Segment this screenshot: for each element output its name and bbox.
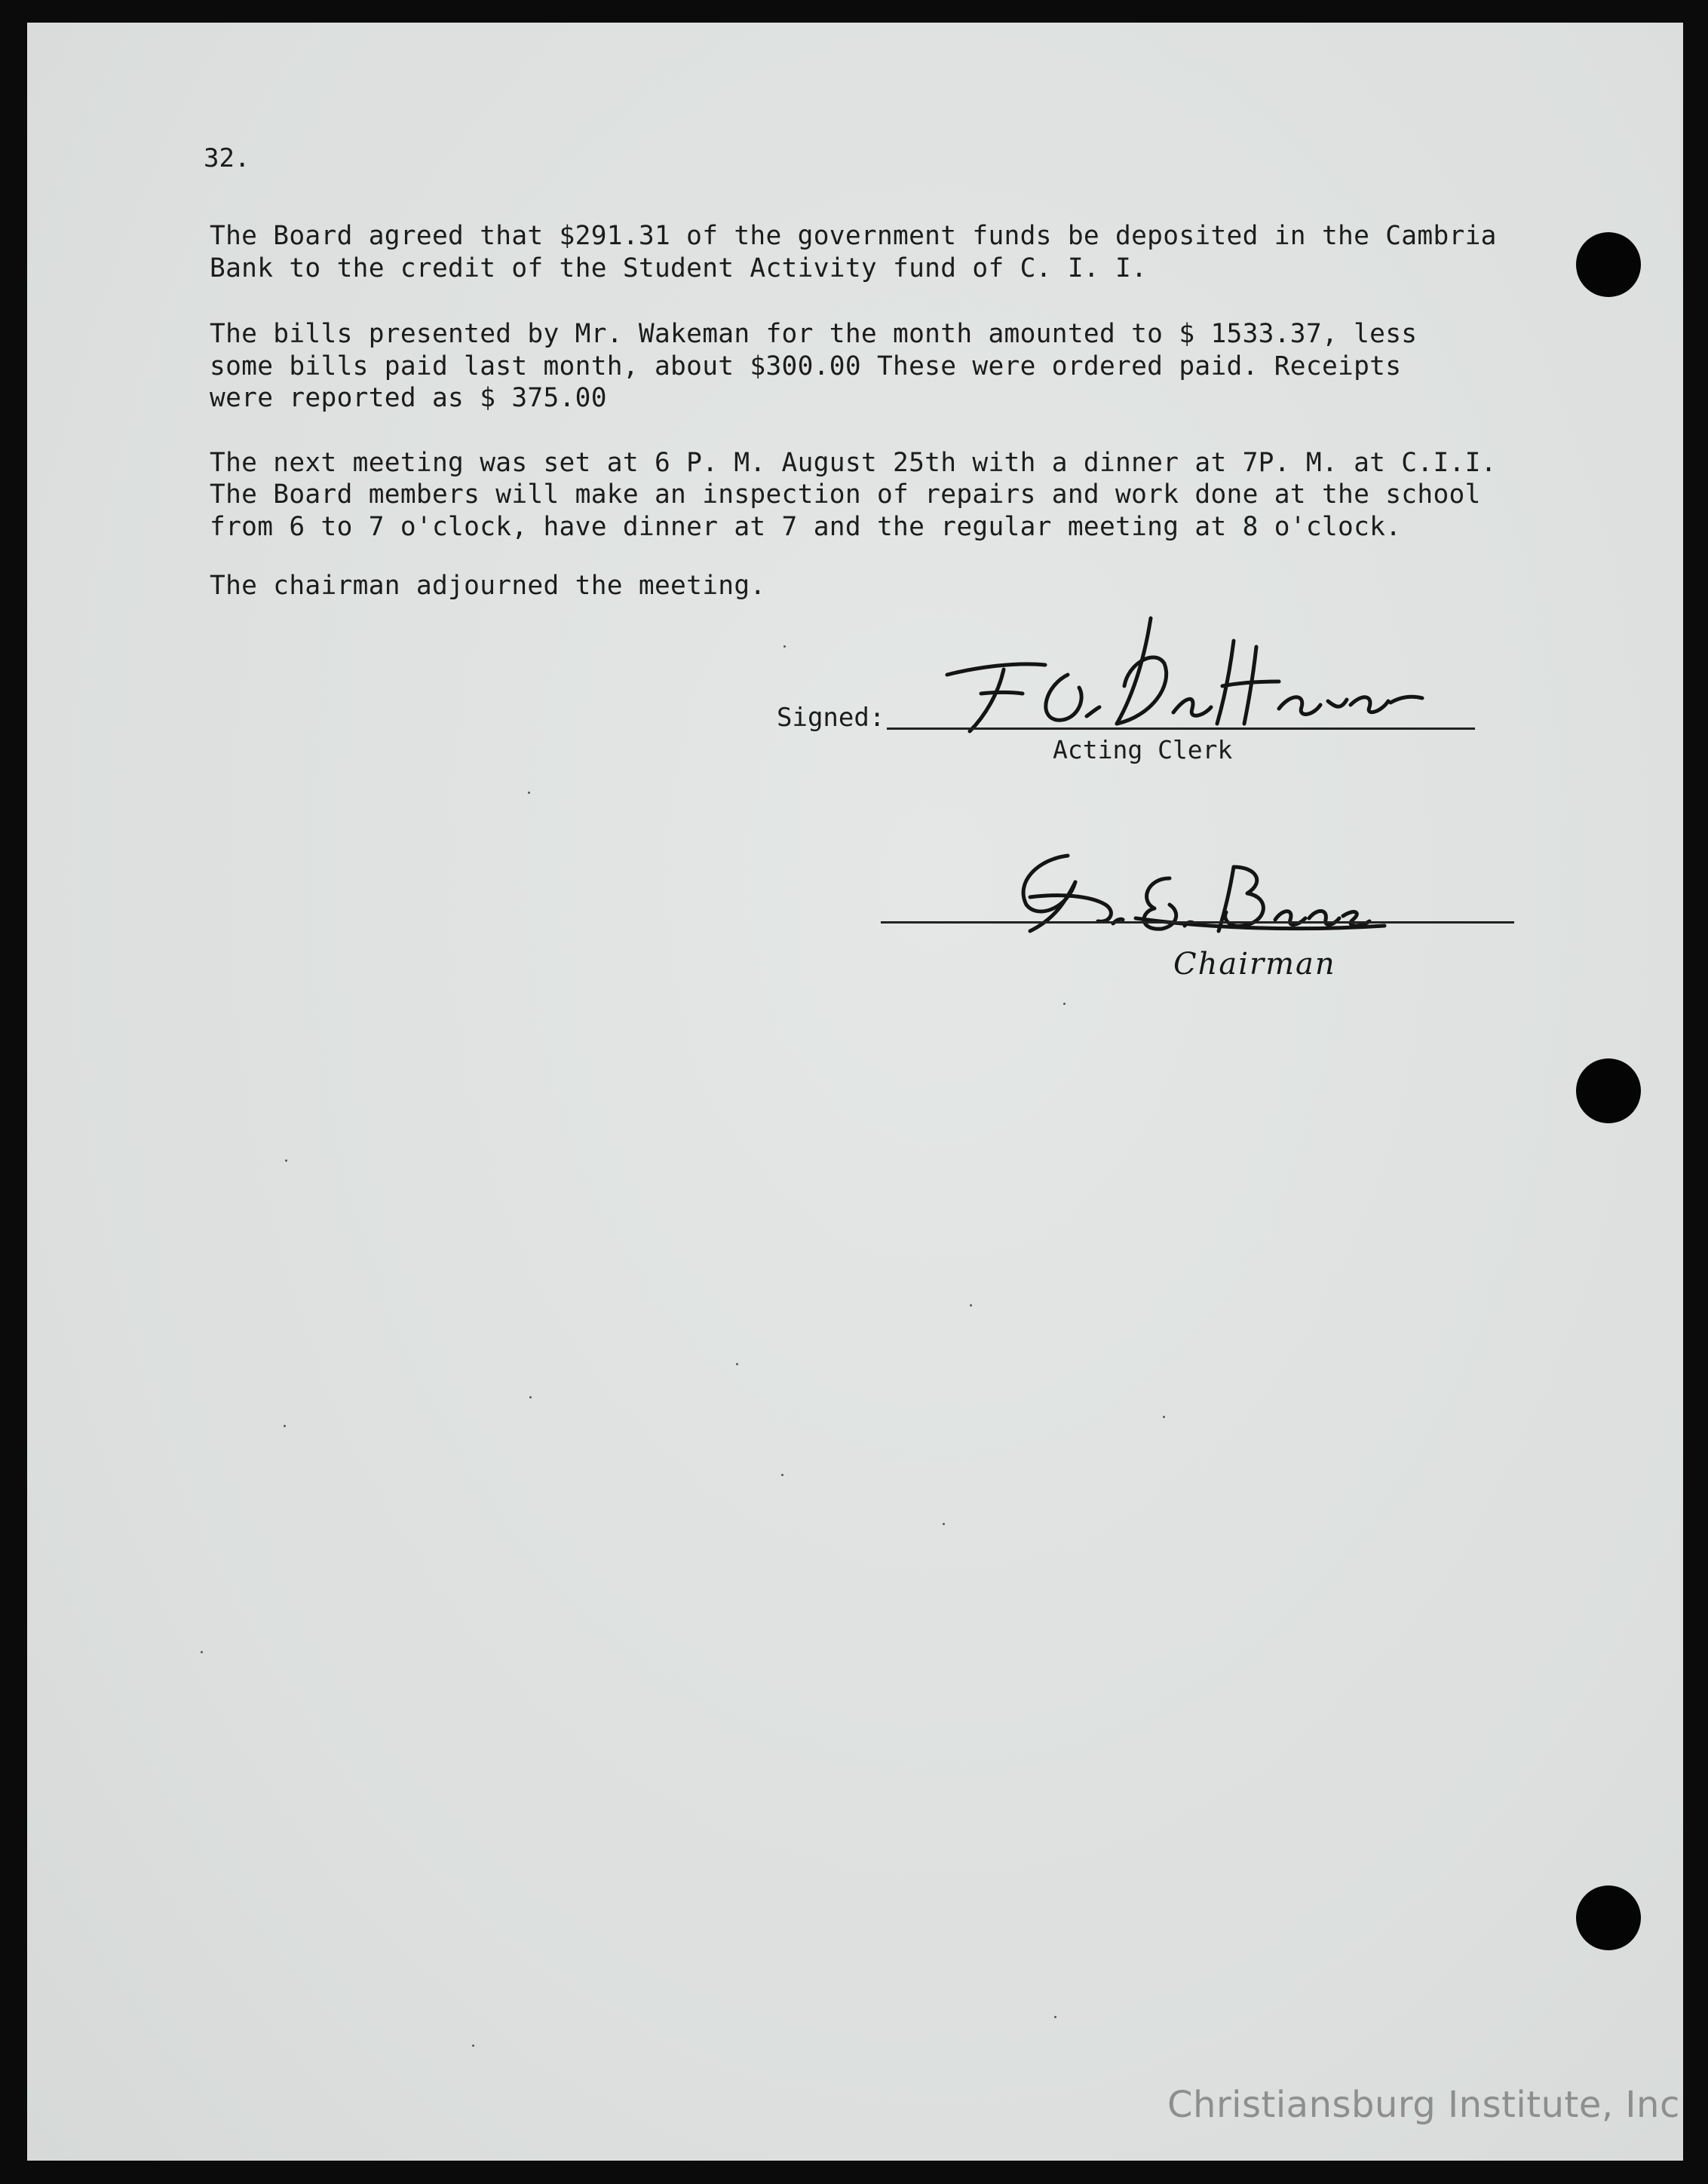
chairman-signature-line (881, 921, 1514, 924)
paper-speck (1063, 1003, 1066, 1005)
punch-hole-middle (1576, 1058, 1641, 1123)
punch-hole-top (1576, 232, 1641, 297)
page-number: 32. (204, 143, 250, 173)
paper-speck (201, 1651, 203, 1653)
paper-speck (285, 1159, 287, 1162)
document-page (27, 23, 1683, 2161)
paper-speck (528, 792, 530, 794)
paper-speck (943, 1523, 945, 1525)
clerk-signature (925, 603, 1437, 754)
paper-speck (1163, 1416, 1165, 1418)
chairman-signature (985, 837, 1407, 957)
paragraph-bills: The bills presented by Mr. Wakeman for the month amounted to $ 1533.37, less some bills paid last month, about $300.00 These were ordered paid. Receipts were reported as $ 375.00 (210, 319, 1418, 413)
archive-watermark: Christiansburg Institute, Inc (1167, 2084, 1680, 2126)
paper-speck (970, 1304, 972, 1306)
clerk-signature-line (887, 727, 1475, 730)
paper-speck (472, 2045, 474, 2047)
paragraph-next-meeting: The next meeting was set at 6 P. M. August 25th with a dinner at 7P. M. at C.I.I. The Board members will make an inspection of repairs and work done at the school from 6 to 7 o'clock, have dinner at 7 and the regular meeting at 8 o'clock. (210, 447, 1497, 542)
paragraph-deposit: The Board agreed that $291.31 of the government funds be deposited in the Cambria Bank to the credit of the Student Activity fund of C. I. I. (210, 221, 1497, 283)
minutes-body (210, 220, 1590, 602)
paper-speck (284, 1425, 286, 1427)
paragraph-adjourned: The chairman adjourned the meeting. (210, 571, 766, 601)
paper-speck (783, 645, 786, 648)
chairman-title: Chairman (1173, 947, 1336, 982)
paper-speck (781, 1474, 783, 1476)
paper-speck (736, 1363, 738, 1365)
punch-hole-bottom (1576, 1885, 1641, 1950)
paper-speck (1054, 2016, 1056, 2018)
signed-label: Signed: (777, 703, 885, 733)
clerk-title: Acting Clerk (1053, 735, 1233, 764)
paper-speck (529, 1396, 532, 1398)
